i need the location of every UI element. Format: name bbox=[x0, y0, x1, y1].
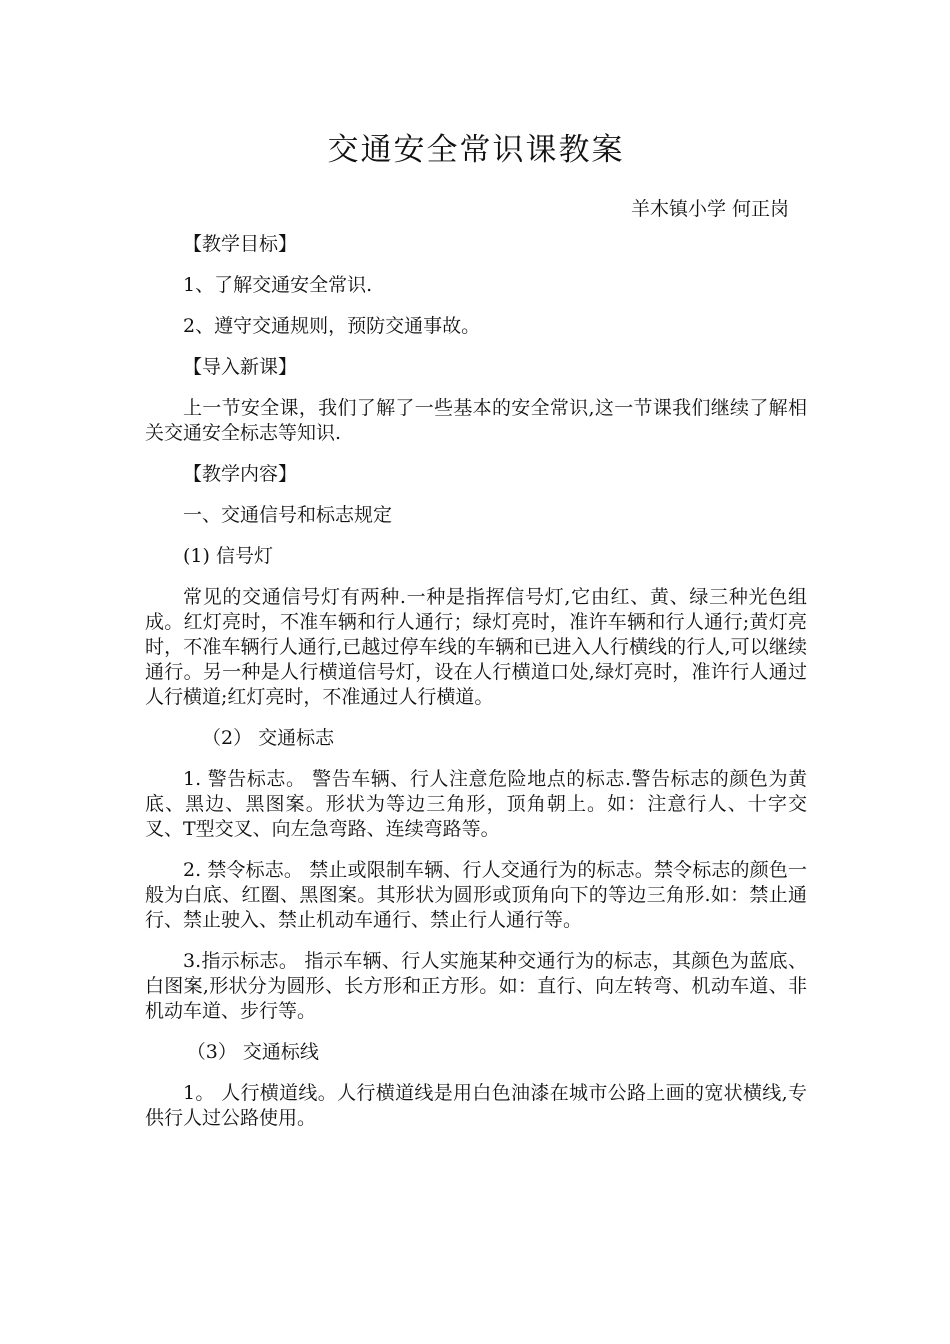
objective-item: 1、了解交通安全常识. bbox=[183, 274, 373, 296]
content-subheading: (1) 信号灯 bbox=[183, 545, 273, 567]
document-body bbox=[145, 232, 807, 1147]
content-subheading: （3） 交通标线 bbox=[186, 1041, 319, 1063]
intro-paragraph: 上一节安全课，我们了解了一些基本的安全常识,这一节课我们继续了解相关交通安全标志等知识. bbox=[145, 397, 807, 444]
objective-item: 2、遵守交通规则，预防交通事故。 bbox=[183, 315, 481, 337]
body-paragraph: 常见的交通信号灯有两种.一种是指挥信号灯,它由红、黄、绿三种光色组成。红灯亮时，不准车辆和行人通行；绿灯亮时，准许车辆和行人通行;黄灯亮时，不准车辆行人通行,已越过停车线的车辆和已进入人行横线的行人,可以继续通行。另一种是人行横道信号灯，设在人行横道口处,绿灯亮时，准许行人通过人行横道;红灯亮时，不准通过人行横道。 bbox=[145, 586, 807, 708]
body-paragraph: 2. 禁令标志。 禁止或限制车辆、行人交通行为的标志。禁令标志的颜色一般为白底、红圈、黑图案。其形状为圆形或顶角向下的等边三角形.如：禁止通行、禁止驶入、禁止机动车通行、禁止行人通行等。 bbox=[145, 859, 807, 931]
body-paragraph: 1。 人行横道线。人行横道线是用白色油漆在城市公路上画的宽状横线,专供行人过公路使用。 bbox=[145, 1082, 807, 1129]
body-paragraph: 3.指示标志。 指示车辆、行人实施某种交通行为的标志，其颜色为蓝底、白图案,形状分为圆形、长方形和正方形。如：直行、向左转弯、机动车道、非机动车道、步行等。 bbox=[145, 950, 807, 1022]
section-heading-objectives: 【教学目标】 bbox=[183, 233, 298, 255]
section-heading-content: 【教学内容】 bbox=[183, 463, 298, 485]
body-paragraph: 1. 警告标志。 警告车辆、行人注意危险地点的标志.警告标志的颜色为黄底、黑边、黑图案。形状为等边三角形，顶角朝上。如：注意行人、十字交叉、T型交叉、向左急弯路、连续弯路等。 bbox=[145, 768, 807, 840]
document-author: 羊木镇小学 何正岗 bbox=[630, 198, 789, 220]
content-subheading: 一、交通信号和标志规定 bbox=[183, 504, 393, 526]
content-subheading: （2） 交通标志 bbox=[202, 727, 335, 749]
section-heading-intro: 【导入新课】 bbox=[183, 356, 298, 378]
document-title: 交通安全常识课教案 bbox=[327, 132, 625, 168]
